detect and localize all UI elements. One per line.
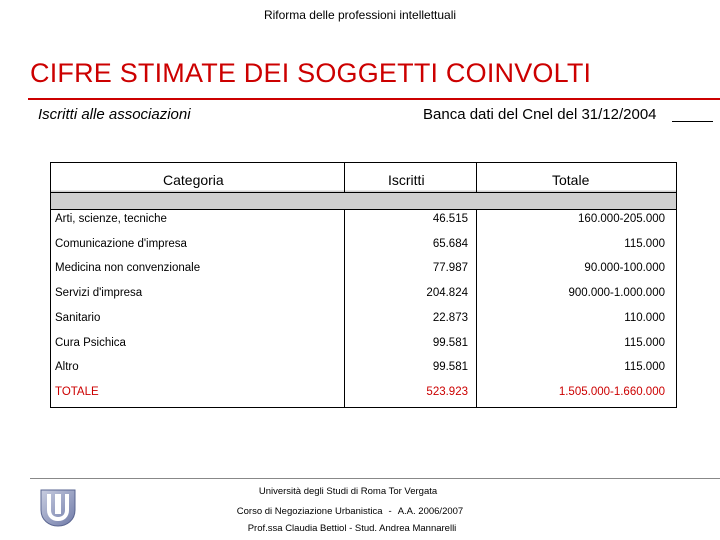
header-column-divider	[476, 162, 477, 193]
footer-course-name: Corso di Negoziazione Urbanistica	[236, 506, 383, 517]
table-row	[50, 282, 677, 306]
header-row-divider	[50, 192, 677, 193]
table-border	[50, 407, 677, 408]
subtitle-left: Iscritti alle associazioni	[38, 106, 191, 123]
column-header-categoria: Categoria	[163, 172, 224, 188]
table-row-total	[50, 381, 677, 405]
table-row	[50, 332, 677, 356]
source-label: Banca dati del Cnel del 31/12/2004	[423, 106, 657, 123]
slide-title: CIFRE STIMATE DEI SOGGETTI COINVOLTI	[30, 58, 592, 88]
footer-university: Università degli Studi di Roma Tor Vergata	[258, 486, 438, 497]
cell-totale: 110.000	[624, 312, 665, 324]
cell-categoria: Altro	[55, 361, 79, 373]
cell-iscritti: 99.581	[432, 337, 468, 349]
cell-iscritti: 65.684	[432, 238, 468, 250]
cell-totale: 115.000	[624, 361, 665, 373]
title-divider	[28, 98, 720, 100]
cell-iscritti: 46.515	[432, 213, 468, 225]
cell-totale: 115.000	[624, 238, 665, 250]
header-column-divider	[344, 162, 345, 193]
cell-categoria: Servizi d'impresa	[55, 287, 143, 299]
table-row	[50, 307, 677, 331]
cell-iscritti-total: 523.923	[426, 386, 468, 398]
cell-iscritti: 77.987	[432, 262, 468, 274]
table-row	[50, 233, 677, 257]
table-row	[50, 208, 677, 232]
column-header-iscritti: Iscritti	[388, 172, 425, 188]
footer-authors: Prof.ssa Claudia Bettiol - Stud. Andrea Mannarelli	[247, 523, 457, 534]
cell-totale: 160.000-205.000	[578, 213, 665, 225]
cell-categoria: Cura Psichica	[55, 337, 126, 349]
table-row	[50, 257, 677, 281]
footer-divider	[30, 478, 720, 479]
source-underline	[672, 121, 713, 122]
cell-categoria: Sanitario	[55, 312, 101, 324]
cell-totale: 90.000-100.000	[584, 262, 665, 274]
cell-iscritti: 99.581	[432, 361, 468, 373]
cell-totale-total: 1.505.000-1.660.000	[558, 386, 665, 398]
footer-year: A.A. 2006/2007	[397, 506, 464, 517]
cell-categoria: Arti, scienze, tecniche	[55, 213, 167, 225]
cell-categoria: Medicina non convenzionale	[55, 262, 201, 274]
table-row	[50, 356, 677, 380]
cell-iscritti: 204.824	[426, 287, 468, 299]
column-header-totale: Totale	[552, 172, 590, 188]
footer-course	[0, 506, 710, 517]
cell-iscritti: 22.873	[432, 312, 468, 324]
cell-categoria: Comunicazione d'impresa	[55, 238, 187, 250]
footer-separator: -	[388, 506, 392, 517]
cell-totale: 900.000-1.000.000	[568, 287, 665, 299]
presentation-header: Riforma delle professioni intellettuali	[263, 8, 457, 22]
cell-categoria-total: TOTALE	[55, 386, 99, 398]
cell-totale: 115.000	[624, 337, 665, 349]
